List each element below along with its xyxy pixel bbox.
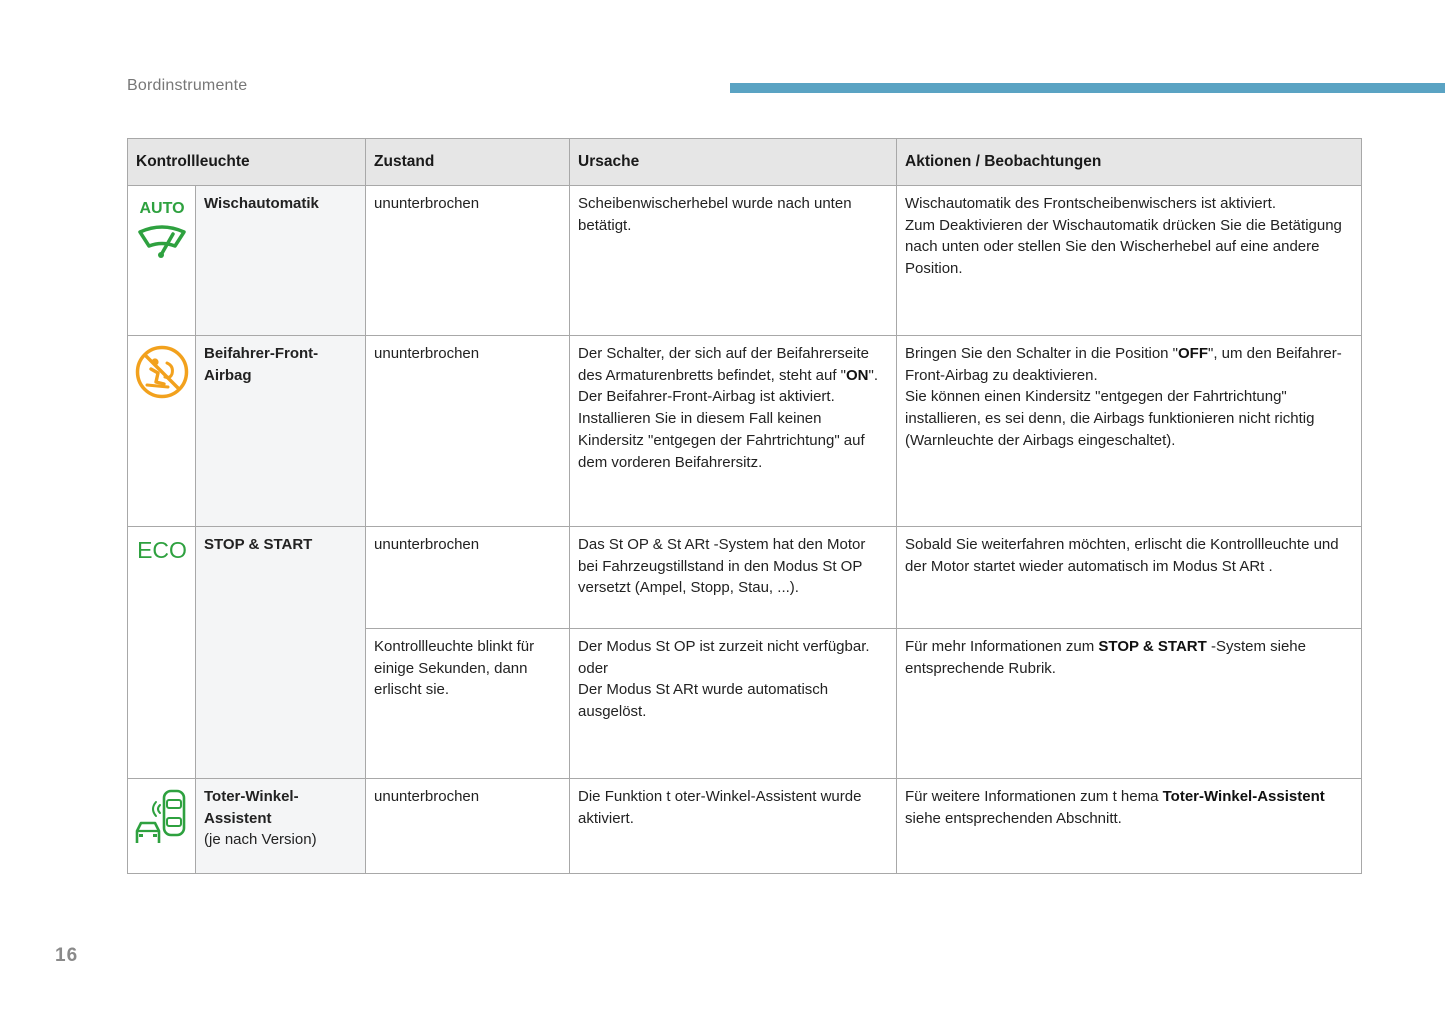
table-row [128, 779, 1362, 874]
blind-spot-icon [134, 787, 190, 847]
state-cell: Kontrollleuchte blinkt für einige Sekunden, dann erlischt sie. [366, 629, 570, 779]
table-row [128, 186, 1362, 336]
icon-cell [128, 527, 196, 779]
icon-cell [128, 336, 196, 527]
state-cell: ununterbrochen [366, 779, 570, 874]
state-cell: ununterbrochen [366, 186, 570, 336]
warning-light-name: STOP & START [196, 527, 366, 779]
auto-wiper-icon [135, 194, 189, 260]
cause-cell: Der Modus St OP ist zurzeit nicht verfügbar. oder Der Modus St ARt wurde automatisch ausgelöst. [570, 629, 897, 779]
action-text: Zum Deaktivieren der Wischautomatik drücken Sie die Betätigung nach unten oder stellen Sie den Wischerhebel auf eine andere Position. [905, 216, 1342, 278]
column-header-cause: Ursache [570, 139, 897, 186]
warning-light-name: Wischautomatik [196, 186, 366, 336]
auto-wiper-icon-label: AUTO [138, 200, 185, 217]
cause-cell: Der Schalter, der sich auf der Beifahrerseite des Armaturenbretts befindet, steht auf "ON". Der Beifahrer-Front-Airbag ist aktiviert. Installieren Sie in diesem Fall keinen Kindersitz "entgegen der Fahrtrichtung" auf dem vorderen Beifahrersitz. [570, 336, 897, 527]
action-cell: Bringen Sie den Schalter in die Position "OFF", um den Beifahrer-Front-Airbag zu deaktivieren. Sie können einen Kindersitz "entgegen der Fahrtrichtung" installieren, es sei denn, die Airbags funktionieren nicht richtig (Warnleuchte der Airbags eingeschaltet). [897, 336, 1362, 527]
icon-cell [128, 779, 196, 874]
table-header-row [128, 139, 1362, 186]
cause-cell: Die Funktion t oter-Winkel-Assistent wurde aktiviert. [570, 779, 897, 874]
warning-light-name: Beifahrer-Front-Airbag [196, 336, 366, 527]
eco-icon [135, 535, 189, 565]
section-title: Bordinstrumente [127, 77, 248, 94]
action-cell: Für mehr Informationen zum STOP & START -System siehe entsprechende Rubrik. [897, 629, 1362, 779]
action-cell [897, 186, 1362, 336]
state-cell: ununterbrochen [366, 336, 570, 527]
passenger-airbag-off-icon [134, 344, 190, 400]
eco-icon-label: ECO [136, 537, 187, 563]
state-cell: ununterbrochen [366, 527, 570, 629]
column-header-state: Zustand [366, 139, 570, 186]
cause-cell: Das St OP & St ARt -System hat den Motor bei Fahrzeugstillstand in den Modus St OP versetzt (Ampel, Stopp, Stau, ...). [570, 527, 897, 629]
action-text: Wischautomatik des Frontscheibenwischers ist aktiviert. [905, 195, 1276, 212]
page-number: 16 [55, 945, 79, 966]
column-header-actions: Aktionen / Beobachtungen [897, 139, 1362, 186]
action-cell: Sobald Sie weiterfahren möchten, erlischt die Kontrollleuchte und der Motor startet wieder automatisch im Modus St ARt . [897, 527, 1362, 629]
table-row [128, 527, 1362, 629]
warning-lights-table [127, 138, 1362, 874]
column-header-warning-light: Kontrollleuchte [128, 139, 366, 186]
table-row [128, 336, 1362, 527]
header-accent-bar [730, 83, 1445, 93]
action-cell: Für weitere Informationen zum t hema Toter-Winkel-Assistent siehe entsprechenden Abschnitt. [897, 779, 1362, 874]
icon-cell [128, 186, 196, 336]
cause-cell: Scheibenwischerhebel wurde nach unten betätigt. [570, 186, 897, 336]
warning-light-name: Toter-Winkel-Assistent (je nach Version) [196, 779, 366, 874]
